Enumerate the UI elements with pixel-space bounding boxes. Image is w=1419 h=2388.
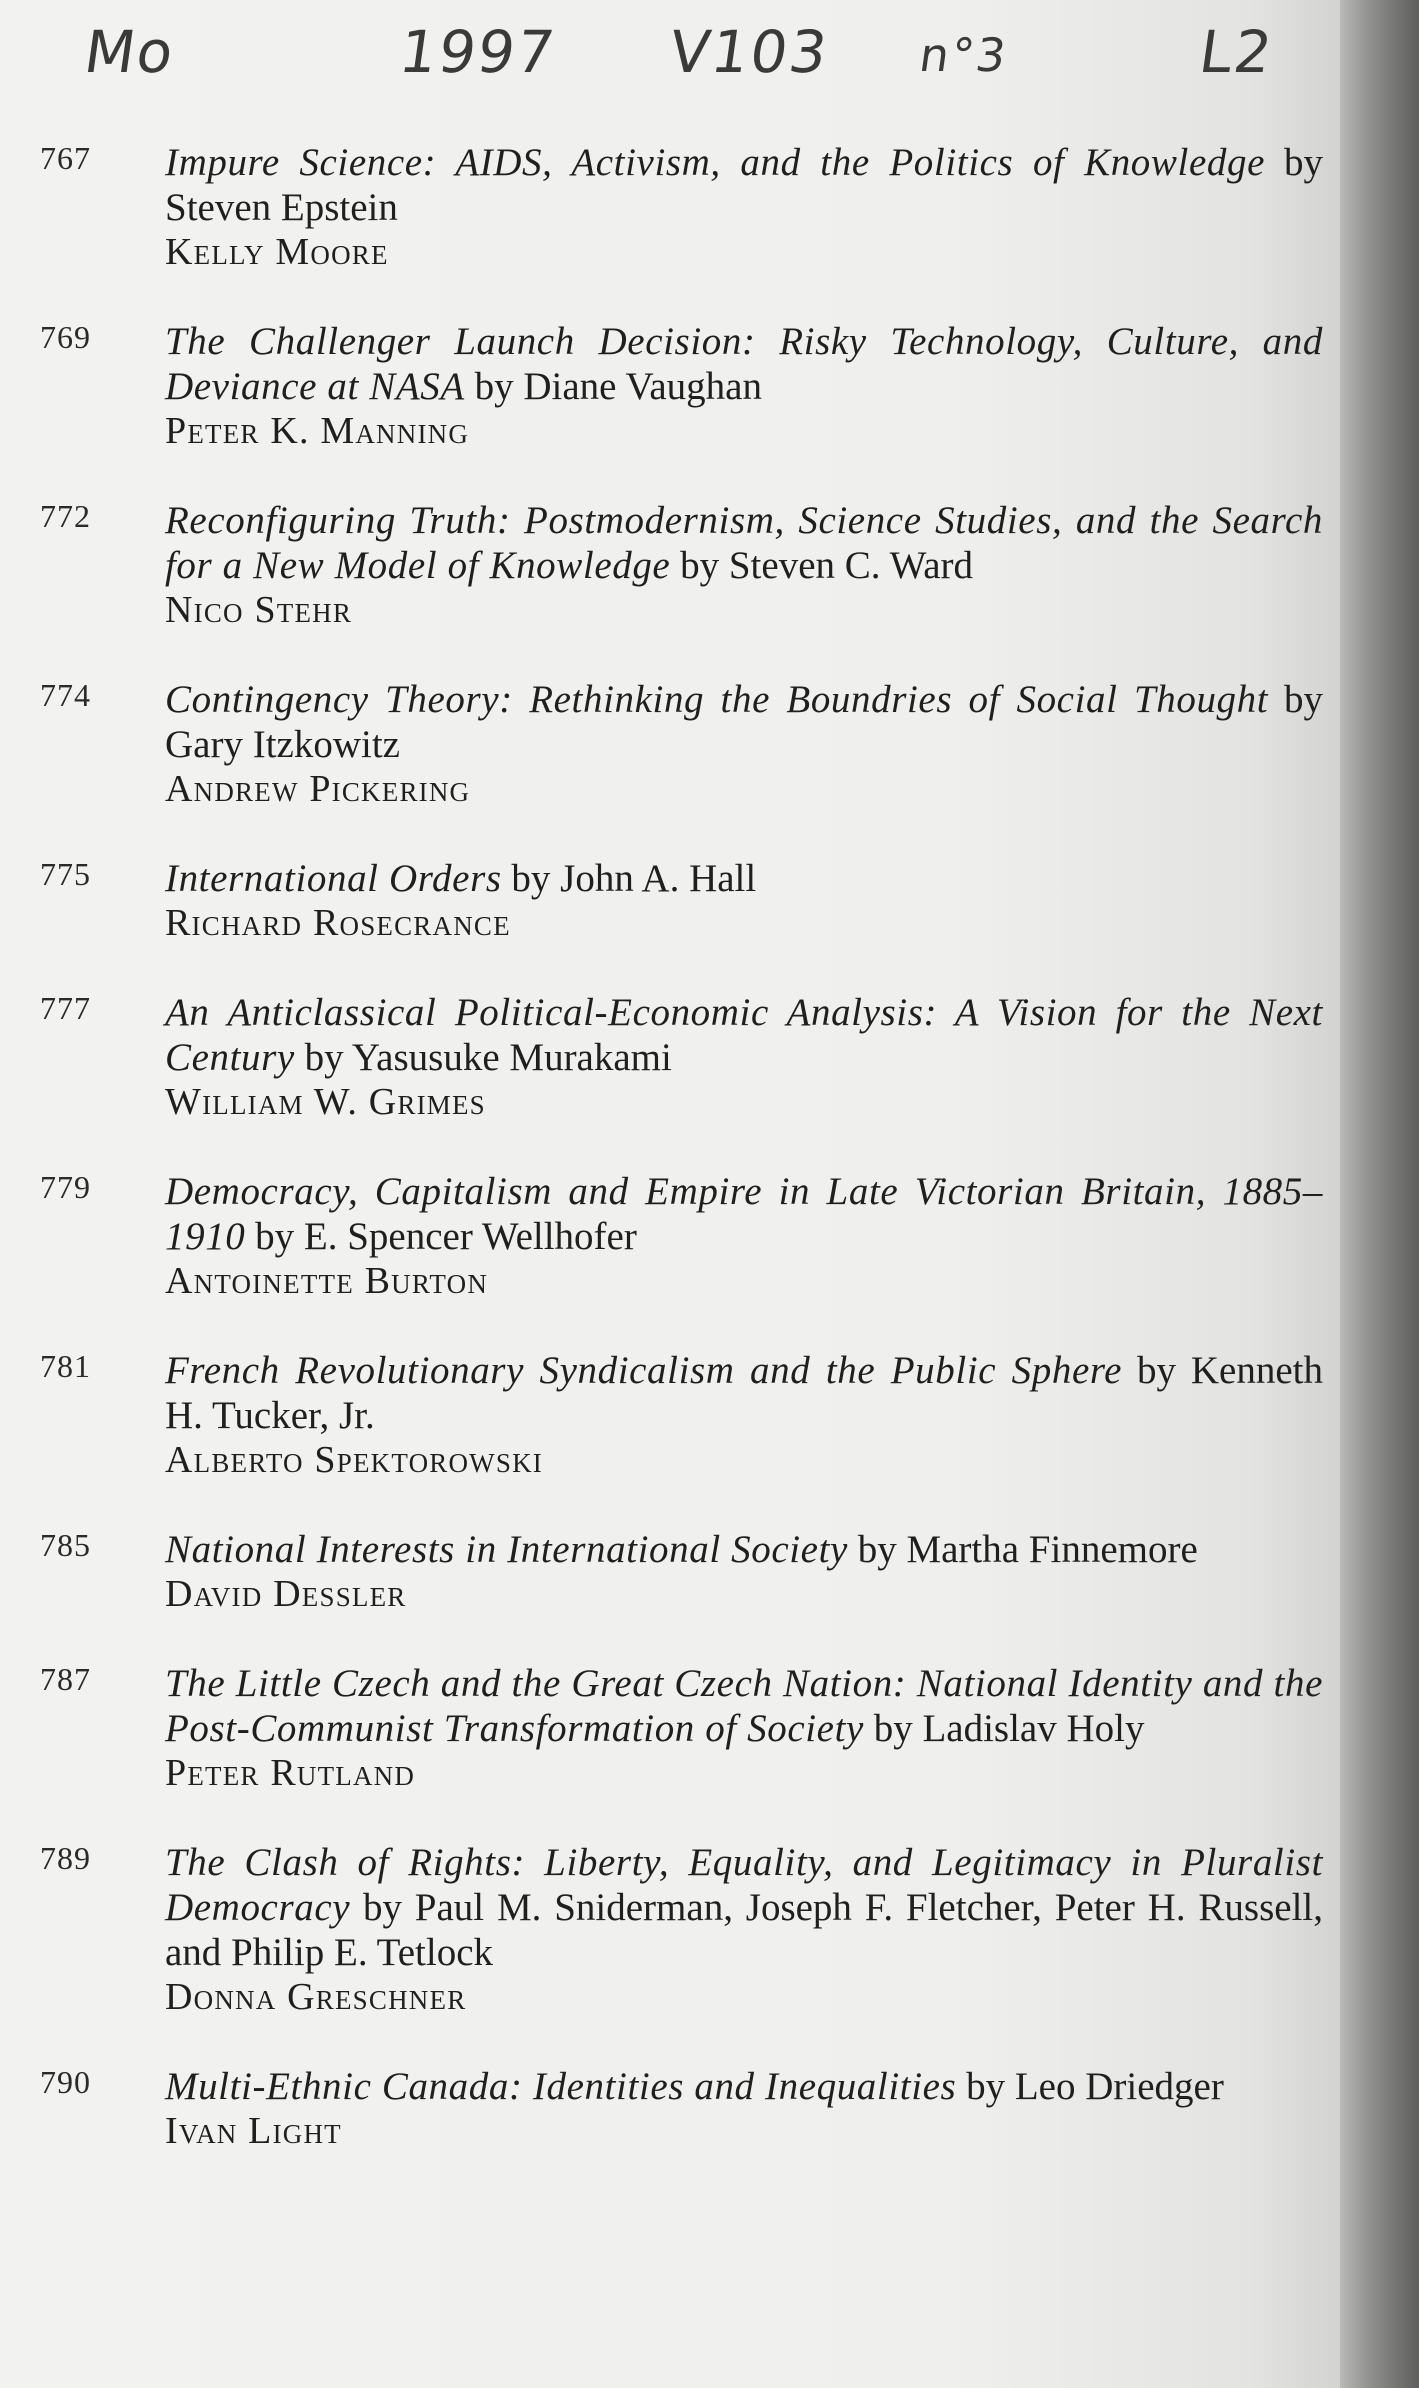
page-number: 769 [40,319,91,355]
review-entry [0,1661,1340,1796]
reviewer-name: David Dessler [165,1573,407,1615]
review-entry [0,1840,1340,2020]
handwritten-journal-code: Mo [80,18,180,86]
page-number: 775 [40,856,91,892]
page-number: 785 [40,1527,91,1563]
reviewer-name: William W. Grimes [165,1081,486,1123]
review-entry [0,990,1340,1125]
book-author: by Kenneth H. Tucker, Jr. [165,1349,1324,1437]
reviewer-name: Peter Rutland [165,1752,416,1794]
book-title: French Revolutionary Syndicalism and the Public Sphere [165,1349,1123,1392]
handwritten-shelf-mark: L2 [1195,18,1278,86]
book-title: Multi-Ethnic Canada: Identities and Inequalities [165,2065,957,2108]
book-author: by Leo Driedger [966,2065,1224,2108]
reviewer-name: Nico Stehr [165,589,353,631]
handwritten-issue: n°3 [916,28,1012,82]
reviewer-name: Donna Greschner [165,1976,467,2018]
review-entry [0,140,1340,275]
reviewer-name: Peter K. Manning [165,410,470,452]
adjacent-page-edge [1340,0,1419,2388]
book-title: Democracy, Capitalism and Empire in Late Victorian Britain, 1885–1910 [165,1170,1323,1258]
book-author: by Diane Vaughan [474,365,762,408]
page-number: 790 [40,2064,91,2100]
book-author: by Yasusuke Murakami [304,1036,672,1079]
review-entry [0,498,1340,633]
reviewer-name: Andrew Pickering [165,768,471,810]
book-author: by Ladislav Holy [873,1707,1145,1750]
handwritten-annotation [40,18,1320,108]
book-title: The Clash of Rights: Liberty, Equality, and Legitimacy in Pluralist Democracy [165,1841,1323,1929]
book-title: Impure Science: AIDS, Activism, and the Politics of Knowledge [165,141,1265,184]
book-title: An Anticlassical Political-Economic Analysis: A Vision for the Next Century [165,991,1323,1079]
book-title: National Interests in International Society [165,1528,848,1571]
review-list [0,140,1340,2198]
book-author: by Paul M. Sniderman, Joseph F. Fletcher, Peter H. Russell, and Philip E. Tetlock [165,1886,1323,1974]
book-author: by Steven C. Ward [680,544,974,587]
review-entry [0,319,1340,454]
page-number: 781 [40,1348,91,1384]
page-number: 777 [40,990,91,1026]
book-title: The Challenger Launch Decision: Risky Technology, Culture, and Deviance at NASA [165,320,1323,408]
book-title: The Little Czech and the Great Czech Nation: National Identity and the Post-Communist Transformation of Society [165,1662,1323,1750]
book-author: by Gary Itzkowitz [165,678,1323,766]
handwritten-year: 1997 [395,18,561,86]
book-title: Reconfiguring Truth: Postmodernism, Science Studies, and the Search for a New Model of Knowledge [165,499,1323,587]
review-entry [0,1527,1340,1617]
book-title: International Orders [165,857,502,900]
book-author: by Martha Finnemore [857,1528,1198,1571]
reviewer-name: Alberto Spektorowski [165,1439,543,1481]
page-number: 772 [40,498,91,534]
book-author: by John A. Hall [511,857,757,900]
book-author: by Steven Epstein [165,141,1324,229]
review-entry [0,1169,1340,1304]
reviewer-name: Richard Rosecrance [165,902,511,944]
book-author: by E. Spencer Wellhofer [255,1215,637,1258]
review-entry [0,677,1340,812]
page-number: 774 [40,677,91,713]
reviewer-name: Ivan Light [165,2110,342,2152]
book-title: Contingency Theory: Rethinking the Boundries of Social Thought [165,678,1269,721]
review-entry [0,856,1340,946]
reviewer-name: Kelly Moore [165,231,389,273]
page-number: 789 [40,1840,91,1876]
page-number: 767 [40,140,91,176]
page-number: 787 [40,1661,91,1697]
reviewer-name: Antoinette Burton [165,1260,489,1302]
handwritten-volume: V103 [665,18,834,86]
page-number: 779 [40,1169,91,1205]
review-entry [0,1348,1340,1483]
review-entry [0,2064,1340,2154]
